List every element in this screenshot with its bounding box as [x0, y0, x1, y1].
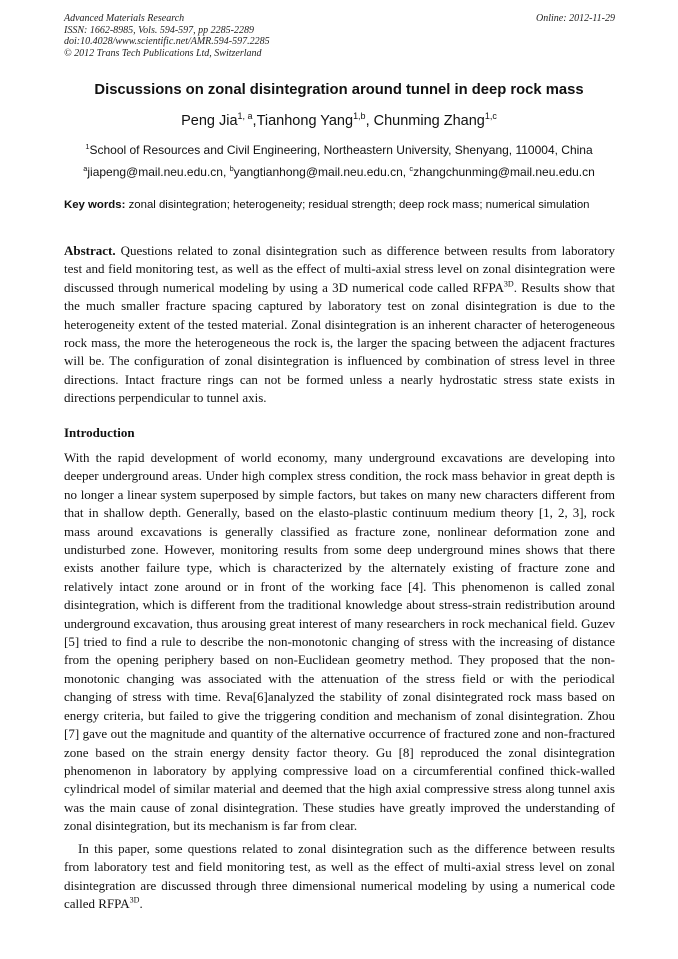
author-superscript: 1, a	[237, 111, 253, 122]
author-list: Peng Jia$^{1, a}$,Tianhong Yang$^{1,b}$, Chunming Zhang$^{1,c}$	[181, 111, 497, 129]
author-name: Peng Jia	[181, 113, 238, 129]
introduction-paragraph-2	[64, 840, 615, 914]
email-superscript: a	[83, 164, 88, 173]
keywords-text: zonal disintegration; heterogeneity; residual strength; deep rock mass; numerical simulation	[128, 199, 590, 211]
author-name: Tianhong Yang	[256, 113, 354, 129]
email-address: zhangchunming@mail.neu.edu.cn	[413, 165, 595, 179]
author-name: Chunming Zhang	[373, 113, 485, 129]
journal-name: Advanced Materials Research	[64, 13, 185, 24]
paper-title: Discussions on zonal disintegration around tunnel in deep rock mass	[94, 82, 584, 98]
author-superscript: 1,b	[353, 111, 366, 122]
introduction-heading: Introduction	[64, 425, 135, 440]
affiliation-superscript: 1	[85, 142, 90, 151]
journal-doi: doi:10.4028/www.scientific.net/AMR.594-597.2285	[64, 36, 270, 47]
abstract-text-continued: . Results show that the much smaller fracture spacing captured by laboratory test on zonal disintegration is due to the heterogeneity extent of the tested material. Zonal disintegration is an inherent character of heterogeneous rock mass, the more the heterogeneous the rock is, the larger the spacing between the adjacent fractures will be. The configuration of zonal disintegration is influenced by combination of stress level in three directions. Intact fracture rings can not be formed unless a nearly hydrostatic stress state exists in directions perpendicular to tunnel axis.	[64, 279, 615, 406]
abstract-superscript: 3D	[503, 279, 514, 289]
paragraph-2-superscript: 3D	[129, 895, 140, 905]
paragraph-2-text: In this paper, some questions related to zonal disintegration such as the difference between results from laboratory test and field monitoring test, as well as the effect of multi-axial stress level on zonal disintegration are discussed through three dimensional numerical modeling by using a numerical code called RFPA	[64, 841, 615, 912]
email-superscript: b	[229, 164, 234, 173]
affiliation	[40, 143, 638, 157]
email-address: jiapeng@mail.neu.edu.cn	[87, 165, 223, 179]
abstract-text: Questions related to zonal disintegration such as difference between results from laboratory test and field monitoring test, as well as the effect of multi-axial stress level on zonal disintegration were discussed through numerical modeling by using a 3D numerical code called RFPA	[64, 243, 615, 295]
journal-issn: ISSN: 1662-8985, Vols. 594-597, pp 2285-2289	[64, 24, 254, 36]
journal-copyright: © 2012 Trans Tech Publications Ltd, Switzerland	[64, 47, 262, 59]
keywords-label: Key words:	[64, 199, 126, 211]
affiliation-text: School of Resources and Civil Engineering, Northeastern University, Shenyang, 110004, China	[89, 143, 593, 157]
abstract	[64, 242, 615, 408]
author-superscript: 1,c	[484, 111, 497, 122]
introduction-paragraph-1: With the rapid development of world economy, many underground excavations are developing into deeper underground areas. Under high complex stress condition, the rock mass behavior in great depth is no longer a linear system superposed by simple factors, but takes on many new characters different from that in shallow depth. Generally, based on the elasto-plastic continuum medium theory [1, 2, 3], rock mass around excavations is generally classified as fracture zone, nonlinear deformation zone and undisturbed zone. However, monitoring results from some deep underground mines shows that there exists another failure type, which is characterized by the alternately existing of fracture zone and relatively intact zone around or in front of the working face [4]. This phenomenon is called zonal disintegration, which is different from the traditional knowledge about stress-strain redistribution around underground excavation, thus arousing great interest of many researchers in rock mechanical field. Guzev [5] tried to find a rule to describe the non-monotonic changing of stress with the increasing of distance from the opening periphery based on non-Euclidean geometry method. They proposed that the non-monotonic changing was associated with the attenuation of the stress field or with the periodical changing of stress with time. Reva[6]analyzed the stability of zonal disintegrated rock mass based on energy criteria, but failed to give the triggering condition and mechanism of zonal disintegration. Zhou [7] gave out the magnitude and quantity of the alternative occurrence of fractured zone and non-fractured zone based on the strain energy density factor theory. Gu [8] reproduced the zonal disintegration phenomenon in laboratory by applying compressive load on a circumferential confined thick-walled cylindrical model of similar material and deemed that the high axial compressive stress along tunnel axis was the main cause of zonal disintegration. These studies have greatly improved the understanding of zonal disintegration, but its mechanism is far from clear.	[64, 450, 615, 834]
email-address: yangtianhong@mail.neu.edu.cn	[233, 165, 403, 179]
online-date: Online: 2012-11-29	[536, 13, 615, 24]
keywords	[64, 197, 615, 213]
email-list: $^a$jiapeng@mail.neu.edu.cn, $^b$yangtianhong@mail.neu.edu.cn, $^c$zhangchunming@mail.neu.edu.cn	[83, 164, 595, 179]
abstract-label: Abstract.	[64, 243, 116, 258]
journal-header	[64, 13, 615, 59]
paragraph-2-end: .	[139, 896, 143, 912]
email-superscript: c	[409, 164, 414, 173]
